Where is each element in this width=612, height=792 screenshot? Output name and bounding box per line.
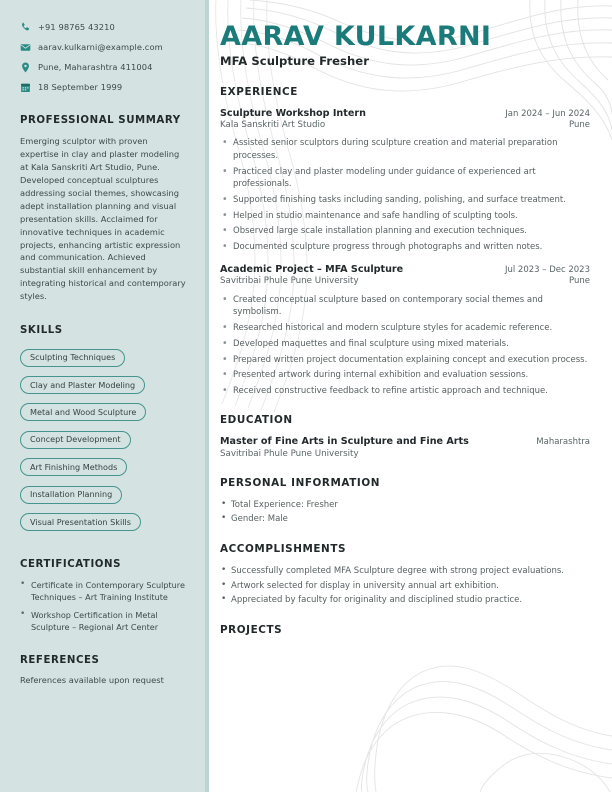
list-item: • Helped in studio maintenance and safe handling of sculpting tools. bbox=[220, 210, 590, 222]
contact-email-value: aarav.kulkarni@example.com bbox=[38, 41, 163, 52]
education-institution: Savitribai Phule Pune University bbox=[220, 448, 359, 459]
projects-heading: PROJECTS bbox=[220, 623, 283, 636]
job-title: MFA Sculpture Fresher bbox=[220, 54, 370, 69]
projects-section bbox=[220, 624, 590, 636]
experience-dates: Jan 2024 – Jun 2024 bbox=[505, 109, 590, 120]
experience-bullet-list bbox=[220, 137, 590, 253]
personal-information-heading: PERSONAL INFORMATION bbox=[220, 477, 380, 490]
email-icon bbox=[20, 42, 31, 53]
calendar-icon bbox=[20, 82, 31, 93]
list-item: • Documented sculpture progress through photographs and written notes. bbox=[220, 241, 590, 253]
list-item: • Supported finishing tasks including sanding, polishing, and surface treatment. bbox=[220, 194, 590, 206]
experience-location: Pune bbox=[569, 276, 590, 287]
accomplishments-list bbox=[220, 565, 590, 607]
location-pin-icon bbox=[20, 62, 31, 73]
list-item: • Observed large scale installation planning and execution techniques. bbox=[220, 225, 590, 237]
certifications-heading: CERTIFICATIONS bbox=[20, 558, 121, 570]
skill-pill[interactable]: Visual Presentation Skills bbox=[20, 513, 141, 531]
contact-row-email[interactable] bbox=[20, 42, 188, 53]
experience-entry-subheader bbox=[220, 120, 590, 131]
skill-pill[interactable]: Sculpting Techniques bbox=[20, 349, 125, 367]
list-item: • Presented artwork during internal exhibition and evaluation sessions. bbox=[220, 369, 590, 381]
list-item: • Prepared written project documentation explaining concept and execution process. bbox=[220, 354, 590, 366]
references-heading: REFERENCES bbox=[20, 655, 100, 667]
references-text: References available upon request bbox=[20, 675, 164, 686]
experience-organization: Kala Sanskriti Art Studio bbox=[220, 120, 326, 131]
accomplishments-section bbox=[220, 543, 590, 607]
experience-role: Sculpture Workshop Intern bbox=[220, 108, 366, 120]
experience-entry bbox=[220, 108, 590, 253]
list-item: • Researched historical and modern sculpture styles for academic reference. bbox=[220, 322, 590, 334]
experience-heading: EXPERIENCE bbox=[220, 86, 298, 99]
education-section bbox=[220, 414, 590, 460]
list-item: • Developed maquettes and final sculpture using mixed materials. bbox=[220, 338, 590, 350]
skill-pill[interactable]: Clay and Plaster Modeling bbox=[20, 376, 145, 394]
list-item: • Received constructive feedback to refine artistic approach and technique. bbox=[220, 385, 590, 397]
sidebar-accent-stripe bbox=[205, 0, 209, 792]
contact-row-location[interactable] bbox=[20, 62, 188, 73]
list-item: • Total Experience: Fresher bbox=[220, 499, 590, 512]
list-item: • Artwork selected for display in university annual art exhibition. bbox=[220, 580, 590, 593]
professional-summary-heading: PROFESSIONAL SUMMARY bbox=[20, 115, 181, 126]
contact-row-date[interactable] bbox=[20, 82, 188, 93]
experience-organization: Savitribai Phule Pune University bbox=[220, 276, 359, 287]
education-heading: EDUCATION bbox=[220, 414, 293, 427]
personal-information-section bbox=[220, 477, 590, 526]
experience-section bbox=[220, 86, 590, 397]
skill-pill[interactable]: Art Finishing Methods bbox=[20, 458, 127, 476]
skill-pill[interactable]: Installation Planning bbox=[20, 486, 122, 504]
skills-heading: SKILLS bbox=[20, 325, 63, 337]
experience-dates: Jul 2023 – Dec 2023 bbox=[504, 265, 590, 276]
experience-location: Pune bbox=[569, 120, 590, 131]
contact-date-value: 18 September 1999 bbox=[38, 81, 123, 92]
list-item: • Successfully completed MFA Sculpture degree with strong project evaluations. bbox=[220, 565, 590, 578]
list-item: • Created conceptual sculpture based on contemporary social themes and symbolism. bbox=[220, 294, 590, 319]
skills-section bbox=[20, 325, 188, 537]
skill-pill[interactable]: Concept Development bbox=[20, 431, 131, 449]
certifications-section bbox=[20, 559, 188, 634]
contact-row-phone[interactable] bbox=[20, 22, 188, 33]
experience-bullet-list bbox=[220, 294, 590, 398]
list-item: • Certificate in Contemporary Sculpture Techniques – Art Training Institute bbox=[20, 579, 188, 603]
contact-location-value: Pune, Maharashtra 411004 bbox=[38, 61, 153, 72]
list-item: • Practiced clay and plaster modeling under guidance of experienced art professionals. bbox=[220, 166, 590, 191]
page-title: AARAV KULKARNI bbox=[220, 21, 492, 52]
experience-entry-header bbox=[220, 264, 590, 276]
main-content bbox=[209, 0, 612, 792]
skill-pill[interactable]: Metal and Wood Sculpture bbox=[20, 403, 146, 421]
list-item: • Appreciated by faculty for originality and disciplined studio practice. bbox=[220, 594, 590, 607]
contact-phone-value: +91 98765 43210 bbox=[38, 21, 115, 32]
contact-block bbox=[20, 22, 188, 93]
experience-role: Academic Project – MFA Sculpture bbox=[220, 264, 404, 276]
education-degree: Master of Fine Arts in Sculpture and Fine Arts bbox=[220, 436, 469, 448]
list-item: • Workshop Certification in Metal Sculpture – Regional Art Center bbox=[20, 609, 188, 633]
professional-summary-text: Emerging sculptor with proven expertise in clay and plaster modeling at Kala Sanskriti Art Studio, Pune. Developed conceptual sculptures addressing social themes, showcasing adept installation planning and visual presentation skills. Acclaimed for innovative techniques in academic projects, enhancing artistic expression and communication. Achieved substantial skill enhancement by integrating historical and contemporary styles. bbox=[20, 136, 186, 302]
accomplishments-heading: ACCOMPLISHMENTS bbox=[220, 543, 347, 556]
skills-pill-list bbox=[20, 345, 188, 537]
phone-icon bbox=[20, 22, 31, 33]
list-item: • Assisted senior sculptors during sculpture creation and material preparation processes. bbox=[220, 137, 590, 162]
personal-information-list bbox=[220, 499, 590, 526]
references-section bbox=[20, 655, 188, 687]
certifications-list bbox=[20, 579, 188, 634]
experience-entry bbox=[220, 264, 590, 397]
professional-summary-section bbox=[20, 115, 188, 303]
list-item: • Gender: Male bbox=[220, 513, 590, 526]
education-location: Maharashtra bbox=[536, 437, 590, 448]
sidebar bbox=[0, 0, 205, 792]
experience-entry-subheader bbox=[220, 276, 590, 287]
experience-entry-header bbox=[220, 108, 590, 120]
education-entry-header bbox=[220, 436, 590, 448]
